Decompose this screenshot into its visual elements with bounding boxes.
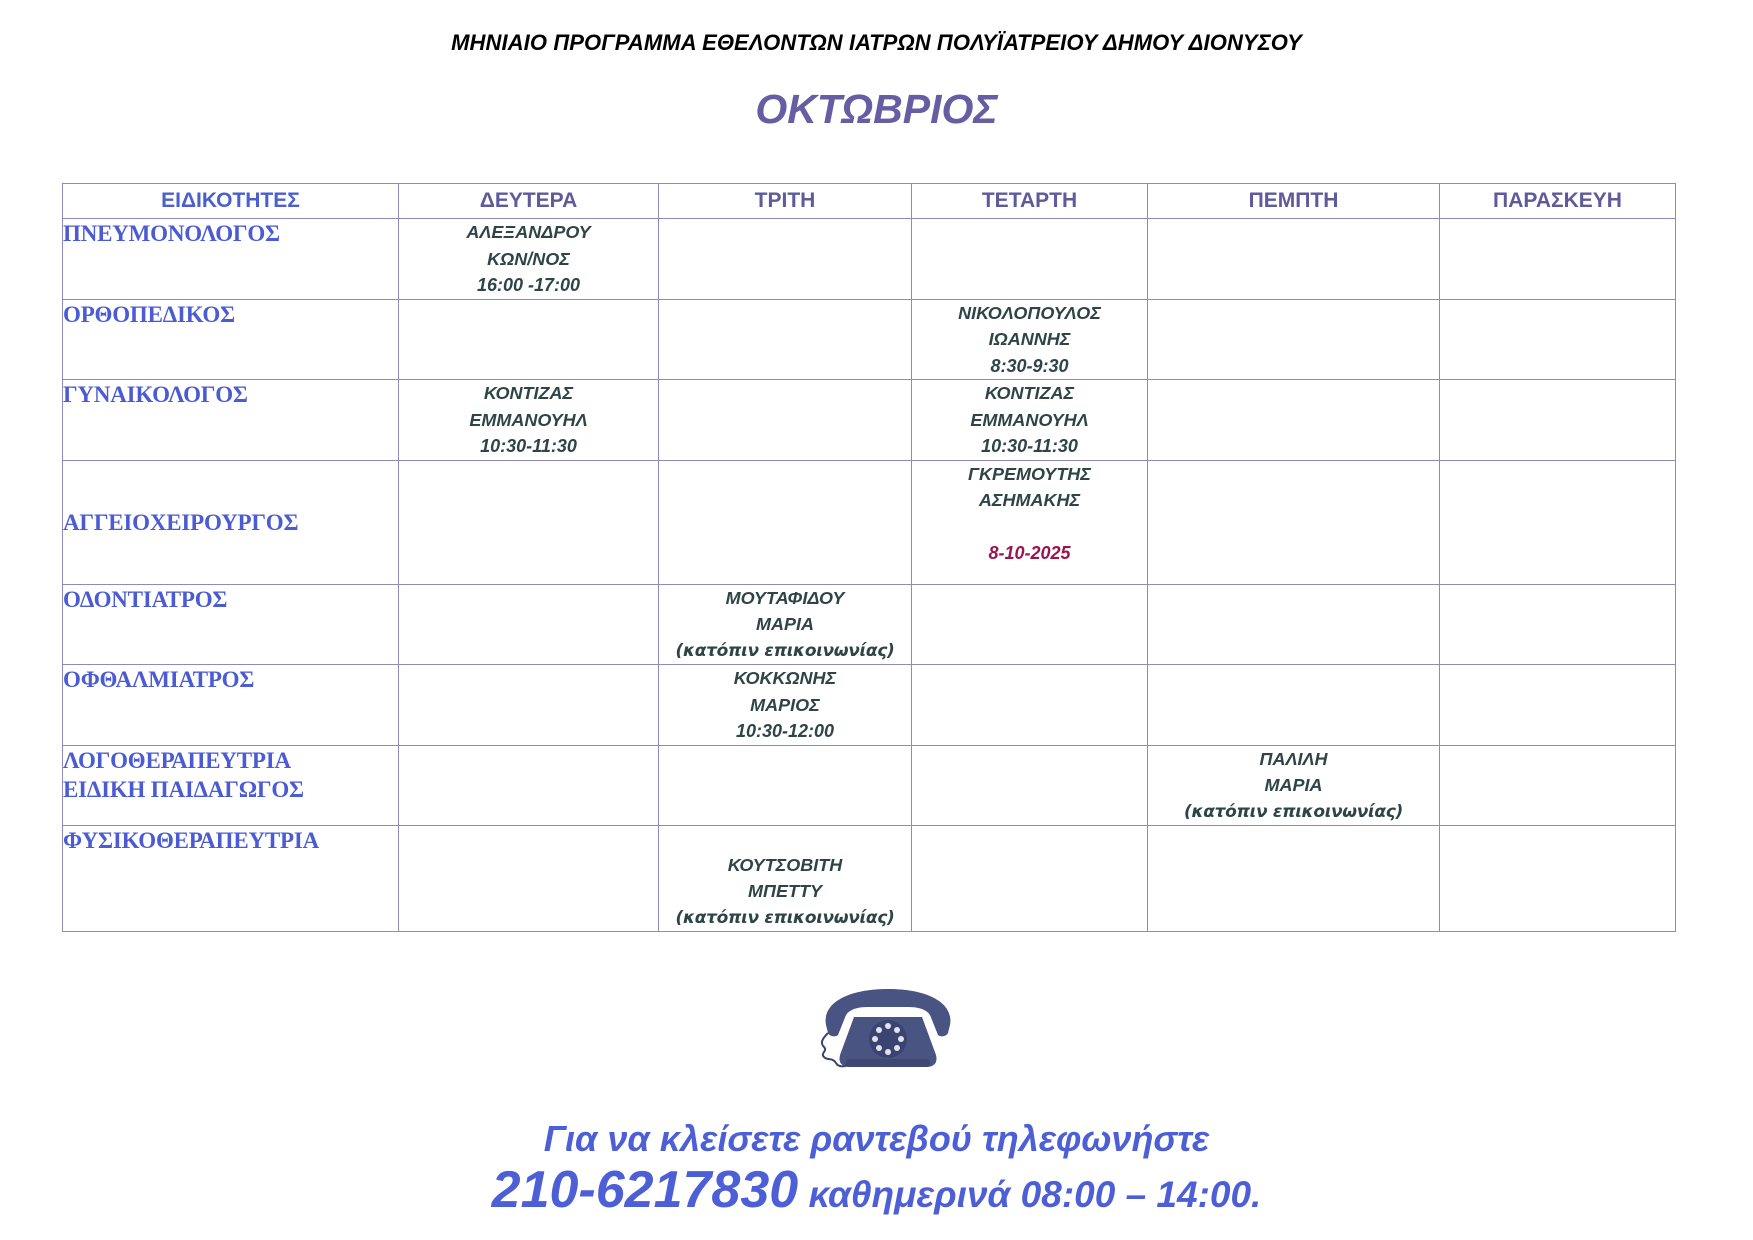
doctor-first-name: ΚΩΝ/ΝΟΣ	[487, 248, 570, 269]
schedule-cell-wednesday	[912, 665, 1148, 746]
schedule-cell-wednesday	[912, 745, 1148, 826]
doctor-first-name: ΜΑΡΙΑ	[1264, 775, 1323, 795]
column-header-friday: ΠΑΡΑΣΚΕΥΗ	[1440, 184, 1676, 219]
specialty-label-line2: ΕΙΔΙΚΗ ΠΑΙΔΑΓΩΓΟΣ	[63, 776, 304, 802]
schedule-table	[62, 183, 1676, 932]
schedule-cell-tuesday	[659, 826, 912, 932]
specialty-cell	[63, 380, 399, 461]
schedule-cell-tuesday	[659, 745, 912, 826]
specialty-cell	[63, 665, 399, 746]
schedule-cell-thursday	[1148, 745, 1440, 826]
schedule-cell-monday	[399, 380, 659, 461]
specialty-label: ΟΔΟΝΤΙΑΤΡΟΣ	[63, 586, 228, 612]
doctor-surname: ΚΟΝΤΙΖΑΣ	[483, 383, 574, 403]
doctor-surname: ΑΛΕΞΑΝΔΡΟΥ	[466, 222, 591, 242]
column-header-tuesday: ΤΡΙΤΗ	[659, 184, 912, 219]
table-row	[63, 745, 1676, 826]
schedule-cell-thursday	[1148, 460, 1440, 584]
specialty-label: ΟΦΘΑΛΜΙΑΤΡΟΣ	[63, 667, 255, 692]
table-header-row	[63, 184, 1676, 219]
doctor-surname: ΓΚΡΕΜΟΥΤΗΣ	[968, 463, 1091, 484]
schedule-cell-thursday	[1148, 380, 1440, 461]
table-row	[63, 665, 1676, 746]
schedule-cell-monday	[399, 826, 659, 932]
schedule-cell-friday	[1440, 584, 1676, 665]
telephone-icon	[818, 985, 958, 1071]
table-row	[63, 584, 1676, 665]
schedule-cell-friday	[1440, 299, 1676, 380]
doctor-surname: ΚΟΝΤΙΖΑΣ	[984, 383, 1075, 403]
visit-hours: 10:30-11:30	[480, 436, 577, 456]
schedule-cell-tuesday	[659, 299, 912, 380]
contact-line	[0, 1160, 1753, 1220]
appointment-note: (κατόπιν επικοινωνίας)	[675, 640, 895, 661]
doctor-first-name: ΜΠΕΤΤΥ	[748, 881, 822, 901]
doctor-first-name: ΜΑΡΙΑ	[756, 614, 814, 634]
doctor-first-name: ΙΩΑΝΝΗΣ	[988, 329, 1071, 349]
table-row	[63, 826, 1676, 932]
specialty-cell	[63, 299, 399, 380]
schedule-cell-wednesday	[912, 826, 1148, 932]
schedule-cell-friday	[1440, 665, 1676, 746]
schedule-cell-friday	[1440, 745, 1676, 826]
doctor-surname: ΚΟΥΤΣΟΒΙΤΗ	[727, 854, 843, 875]
visit-hours: 16:00 -17:00	[476, 275, 581, 295]
schedule-cell-monday	[399, 584, 659, 665]
specialty-label-line1: ΛΟΓΟΘΕΡΑΠΕΥΤΡΙΑ	[63, 747, 291, 773]
visit-hours: 10:30-11:30	[981, 436, 1078, 456]
schedule-cell-wednesday	[912, 299, 1148, 380]
schedule-cell-wednesday	[912, 584, 1148, 665]
table-row	[63, 219, 1676, 300]
specialty-cell	[63, 745, 399, 826]
specialty-label: ΑΓΓΕΙΟΧΕΙΡΟΥΡΓΟΣ	[63, 509, 299, 535]
column-header-thursday: ΠΕΜΠΤΗ	[1148, 184, 1440, 219]
specialty-label: ΓΥΝΑΙΚΟΛΟΓΟΣ	[63, 382, 248, 407]
schedule-cell-monday	[399, 745, 659, 826]
column-header-monday: ΔΕΥΤΕΡΑ	[399, 184, 659, 219]
doctor-first-name: ΕΜΜΑΝΟΥΗΛ	[469, 409, 588, 430]
schedule-cell-tuesday	[659, 460, 912, 584]
doctor-first-name: ΜΑΡΙΟΣ	[750, 694, 820, 715]
specialty-cell	[63, 826, 399, 932]
schedule-cell-tuesday	[659, 665, 912, 746]
column-header-wednesday: ΤΕΤΑΡΤΗ	[912, 184, 1148, 219]
schedule-cell-tuesday	[659, 584, 912, 665]
schedule-cell-friday	[1440, 460, 1676, 584]
table-row	[63, 299, 1676, 380]
visit-date: 8-10-2025	[988, 542, 1071, 563]
doctor-first-name: ΕΜΜΑΝΟΥΗΛ	[970, 409, 1089, 430]
doctor-surname: ΠΑΛΙΛΗ	[1259, 748, 1328, 769]
doctor-surname: ΚΟΚΚΩΝΗΣ	[733, 668, 837, 688]
schedule-cell-friday	[1440, 219, 1676, 300]
schedule-cell-friday	[1440, 826, 1676, 932]
schedule-cell-monday	[399, 665, 659, 746]
schedule-cell-monday	[399, 460, 659, 584]
schedule-cell-tuesday	[659, 219, 912, 300]
schedule-cell-wednesday	[912, 219, 1148, 300]
month-heading: ΟΚΤΩΒΡΙΟΣ	[755, 86, 998, 132]
schedule-cell-thursday	[1148, 826, 1440, 932]
spacer	[912, 514, 1147, 540]
schedule-cell-wednesday	[912, 460, 1148, 584]
schedule-cell-wednesday	[912, 380, 1148, 461]
schedule-cell-thursday	[1148, 665, 1440, 746]
table-row	[63, 460, 1676, 584]
visit-hours: 8:30-9:30	[990, 355, 1069, 376]
appointment-note: (κατόπιν επικοινωνίας)	[675, 907, 895, 928]
phone-number[interactable]: 210-6217830	[491, 1161, 799, 1219]
office-hours: καθημερινά 08:00 – 14:00.	[798, 1174, 1262, 1215]
schedule-cell-tuesday	[659, 380, 912, 461]
column-header-specialties: ΕΙΔΙΚΟΤΗΤΕΣ	[63, 184, 399, 219]
schedule-cell-thursday	[1148, 219, 1440, 300]
specialty-label: ΦΥΣΙΚΟΘΕΡΑΠΕΥΤΡΙΑ	[63, 828, 320, 853]
visit-hours: 10:30-12:00	[735, 721, 835, 741]
specialty-cell	[63, 584, 399, 665]
schedule-cell-thursday	[1148, 584, 1440, 665]
doctor-surname: ΝΙΚΟΛΟΠΟΥΛΟΣ	[958, 302, 1101, 323]
doctor-surname: ΜΟΥΤΑΦΙΔΟΥ	[725, 587, 845, 608]
specialty-label: ΠΝΕΥΜΟΝΟΛΟΓΟΣ	[63, 221, 280, 246]
schedule-cell-friday	[1440, 380, 1676, 461]
schedule-cell-monday	[399, 219, 659, 300]
specialty-cell	[63, 219, 399, 300]
document-title: ΜΗΝΙΑΙΟ ΠΡΟΓΡΑΜΜΑ ΕΘΕΛΟΝΤΩΝ ΙΑΤΡΩΝ ΠΟΛΥΪΑΤΡΕΙΟΥ ΔΗΜΟΥ ΔΙΟΝΥΣΟΥ	[451, 30, 1302, 55]
schedule-cell-monday	[399, 299, 659, 380]
appointment-note: (κατόπιν επικοινωνίας)	[1183, 801, 1404, 822]
booking-instructions: Για να κλείσετε ραντεβού τηλεφωνήστε	[543, 1118, 1210, 1159]
table-row	[63, 380, 1676, 461]
schedule-cell-thursday	[1148, 299, 1440, 380]
specialty-label: ΟΡΘΟΠΕΔΙΚΟΣ	[63, 301, 235, 327]
specialty-cell	[63, 460, 399, 584]
doctor-first-name: ΑΣΗΜΑΚΗΣ	[978, 490, 1081, 510]
